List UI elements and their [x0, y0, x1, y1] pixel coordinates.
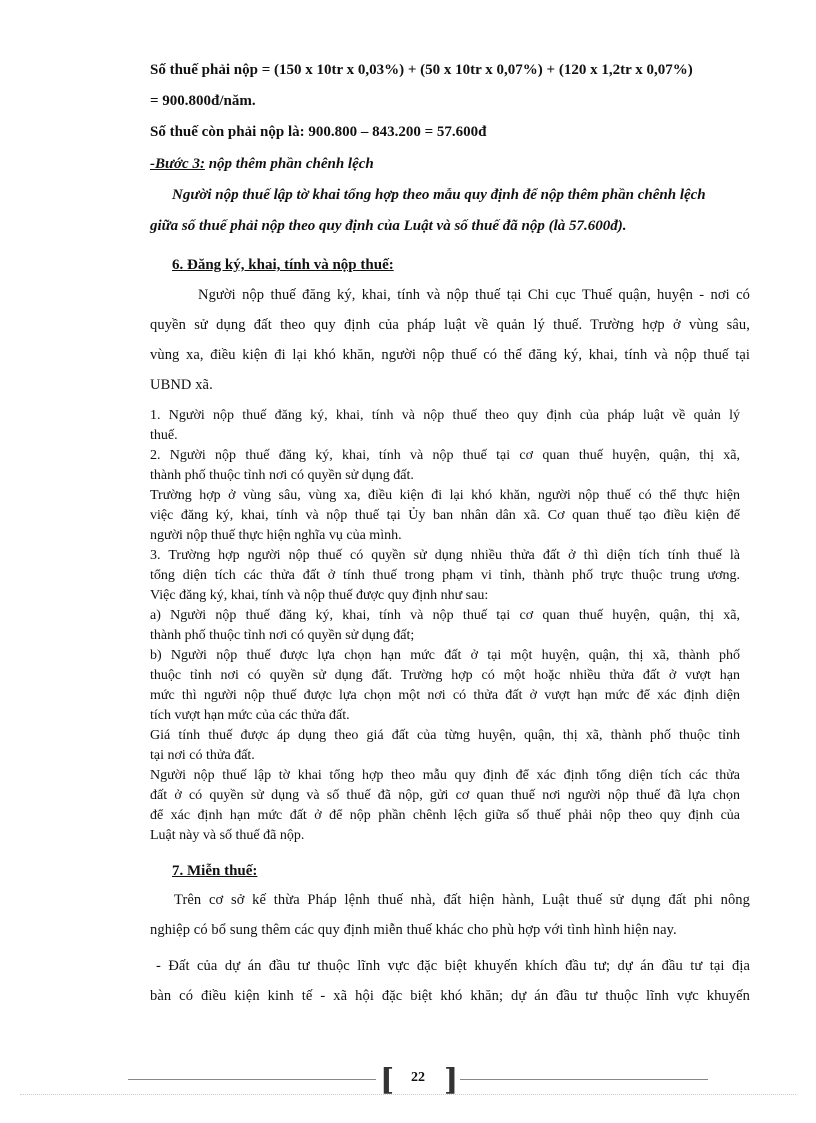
- page-number-bracket-right: ]: [444, 1063, 459, 1098]
- section6-body-line: a) Người nộp thuế đăng ký, khai, tính và nộp thuế tại cơ quan thuế huyện, quận, thị xã,: [150, 608, 740, 623]
- section6-body-line: 3. Trường hợp người nộp thuế có quyền sử dụng nhiều thửa đất ở thì diện tích tính thuế là: [150, 548, 740, 563]
- section6-intro-line: UBND xã.: [150, 377, 213, 393]
- section7-heading: 7. Miễn thuế:: [172, 863, 258, 879]
- step3-desc-1: Người nộp thuế lập tờ khai tổng hợp theo mẫu quy định để nộp thêm phần chênh lệch: [172, 187, 706, 203]
- page-number-bracket-left: [: [380, 1063, 395, 1098]
- tax-calc-line-1: Số thuế phải nộp = (150 x 10tr x 0,03%) + (50 x 10tr x 0,07%) + (120 x 1,2tr x 0,07%): [150, 62, 693, 78]
- section6-body-line: thành phố thuộc tỉnh nơi có quyền sử dụng đất;: [150, 628, 415, 643]
- section6-body-line: Giá tính thuế được áp dụng theo giá đất của từng huyện, quận, thị xã, thành phố thuộc tỉnh: [150, 728, 740, 743]
- section6-intro-line: Người nộp thuế đăng ký, khai, tính và nộp thuế tại Chi cục Thuế quận, huyện - nơi có: [198, 287, 750, 303]
- section6-body-line: Việc đăng ký, khai, tính và nộp thuế được quy định như sau:: [150, 588, 489, 603]
- tax-calc-line-2: = 900.800đ/năm.: [150, 93, 256, 109]
- section6-body-line: Người nộp thuế lập tờ khai tổng hợp theo mẫu quy định để xác định tổng diện tích các thửa: [150, 768, 740, 783]
- section6-intro-line: vùng xa, điều kiện đi lại khó khăn, người nộp thuế có thể đăng ký, khai, tính và nộp thuế tại: [150, 347, 750, 363]
- section6-body-line: Trường hợp ở vùng sâu, vùng xa, điều kiện đi lại khó khăn, người nộp thuế có thể thực hiện: [150, 488, 740, 503]
- section6-body-line: mức thì người nộp thuế được lựa chọn một nơi có thửa đất ở vượt hạn mức để xác định diện: [150, 688, 740, 703]
- section7-line: - Đất của dự án đầu tư thuộc lĩnh vực đặc biệt khuyến khích đầu tư; dự án đầu tư tại địa: [156, 958, 750, 974]
- section6-body-line: để xác định hạn mức đất ở để nộp phần chênh lệch giữa số thuế phải nộp theo quy định của: [150, 808, 740, 823]
- step3-label: -Bước 3:: [150, 156, 205, 172]
- section6-body-line: b) Người nộp thuế được lựa chọn hạn mức đất ở tại một huyện, quận, thị xã, thành phố: [150, 648, 740, 663]
- section6-body-line: thuộc tỉnh nơi có quyền sử dụng đất. Trường hợp có một hoặc nhiều thửa đất ở vượt hạn: [150, 668, 740, 683]
- section6-body-line: tại nơi có thửa đất.: [150, 748, 255, 763]
- section6-intro-line: quyền sử dụng đất theo quy định của pháp luật về quản lý thuế. Trường hợp ở vùng sâu,: [150, 317, 750, 333]
- page-bottom-divider: [20, 1094, 796, 1095]
- section7-line: Trên cơ sở kế thừa Pháp lệnh thuế nhà, đất hiện hành, Luật thuế sử dụng đất phi nông: [174, 892, 750, 908]
- section6-body-line: thành phố thuộc tỉnh nơi có quyền sử dụng đất.: [150, 468, 414, 483]
- section7-line: bàn có điều kiện kinh tế - xã hội đặc biệt khó khăn; dự án đầu tư thuộc lĩnh vực khuyến: [150, 988, 750, 1004]
- footer-rule-right: [460, 1079, 708, 1080]
- section6-body-line: thuế.: [150, 428, 178, 443]
- section6-body-line: người nộp thuế thực hiện nghĩa vụ của mình.: [150, 528, 402, 543]
- section6-body-line: 1. Người nộp thuế đăng ký, khai, tính và nộp thuế theo quy định của pháp luật về quản lý: [150, 408, 740, 423]
- section6-body-line: việc đăng ký, khai, tính và nộp thuế tại Ủy ban nhân dân xã. Cơ quan thuế tạo điều kiện để: [150, 508, 740, 523]
- tax-remaining-line: Số thuế còn phải nộp là: 900.800 – 843.200 = 57.600đ: [150, 124, 487, 140]
- section7-line: nghiệp có bổ sung thêm các quy định miễn thuế khác cho phù hợp với tình hình hiện nay.: [150, 922, 677, 938]
- section6-body-line: tích vượt hạn mức của các thửa đất.: [150, 708, 350, 723]
- step3-desc-2: giữa số thuế phải nộp theo quy định của Luật và số thuế đã nộp (là 57.600đ).: [150, 218, 627, 234]
- section6-body-line: tổng diện tích các thửa đất ở tính thuế trong phạm vi tỉnh, thành phố trực thuộc trung ương.: [150, 568, 740, 583]
- footer-rule-left: [128, 1079, 376, 1080]
- section6-body-line: đất ở có quyền sử dụng và số thuế đã nộp, gửi cơ quan thuế nơi người nộp thuế đã lựa chọn: [150, 788, 740, 803]
- step3-heading: [150, 155, 750, 173]
- page-number: 22: [411, 1070, 425, 1085]
- section6-body-line: 2. Người nộp thuế đăng ký, khai, tính và nộp thuế tại cơ quan thuế huyện, quận, thị xã,: [150, 448, 740, 463]
- step3-text: nộp thêm phần chênh lệch: [204, 156, 374, 172]
- section6-body-line: Luật này và số thuế đã nộp.: [150, 828, 305, 843]
- section6-heading: 6. Đăng ký, khai, tính và nộp thuế:: [172, 257, 394, 273]
